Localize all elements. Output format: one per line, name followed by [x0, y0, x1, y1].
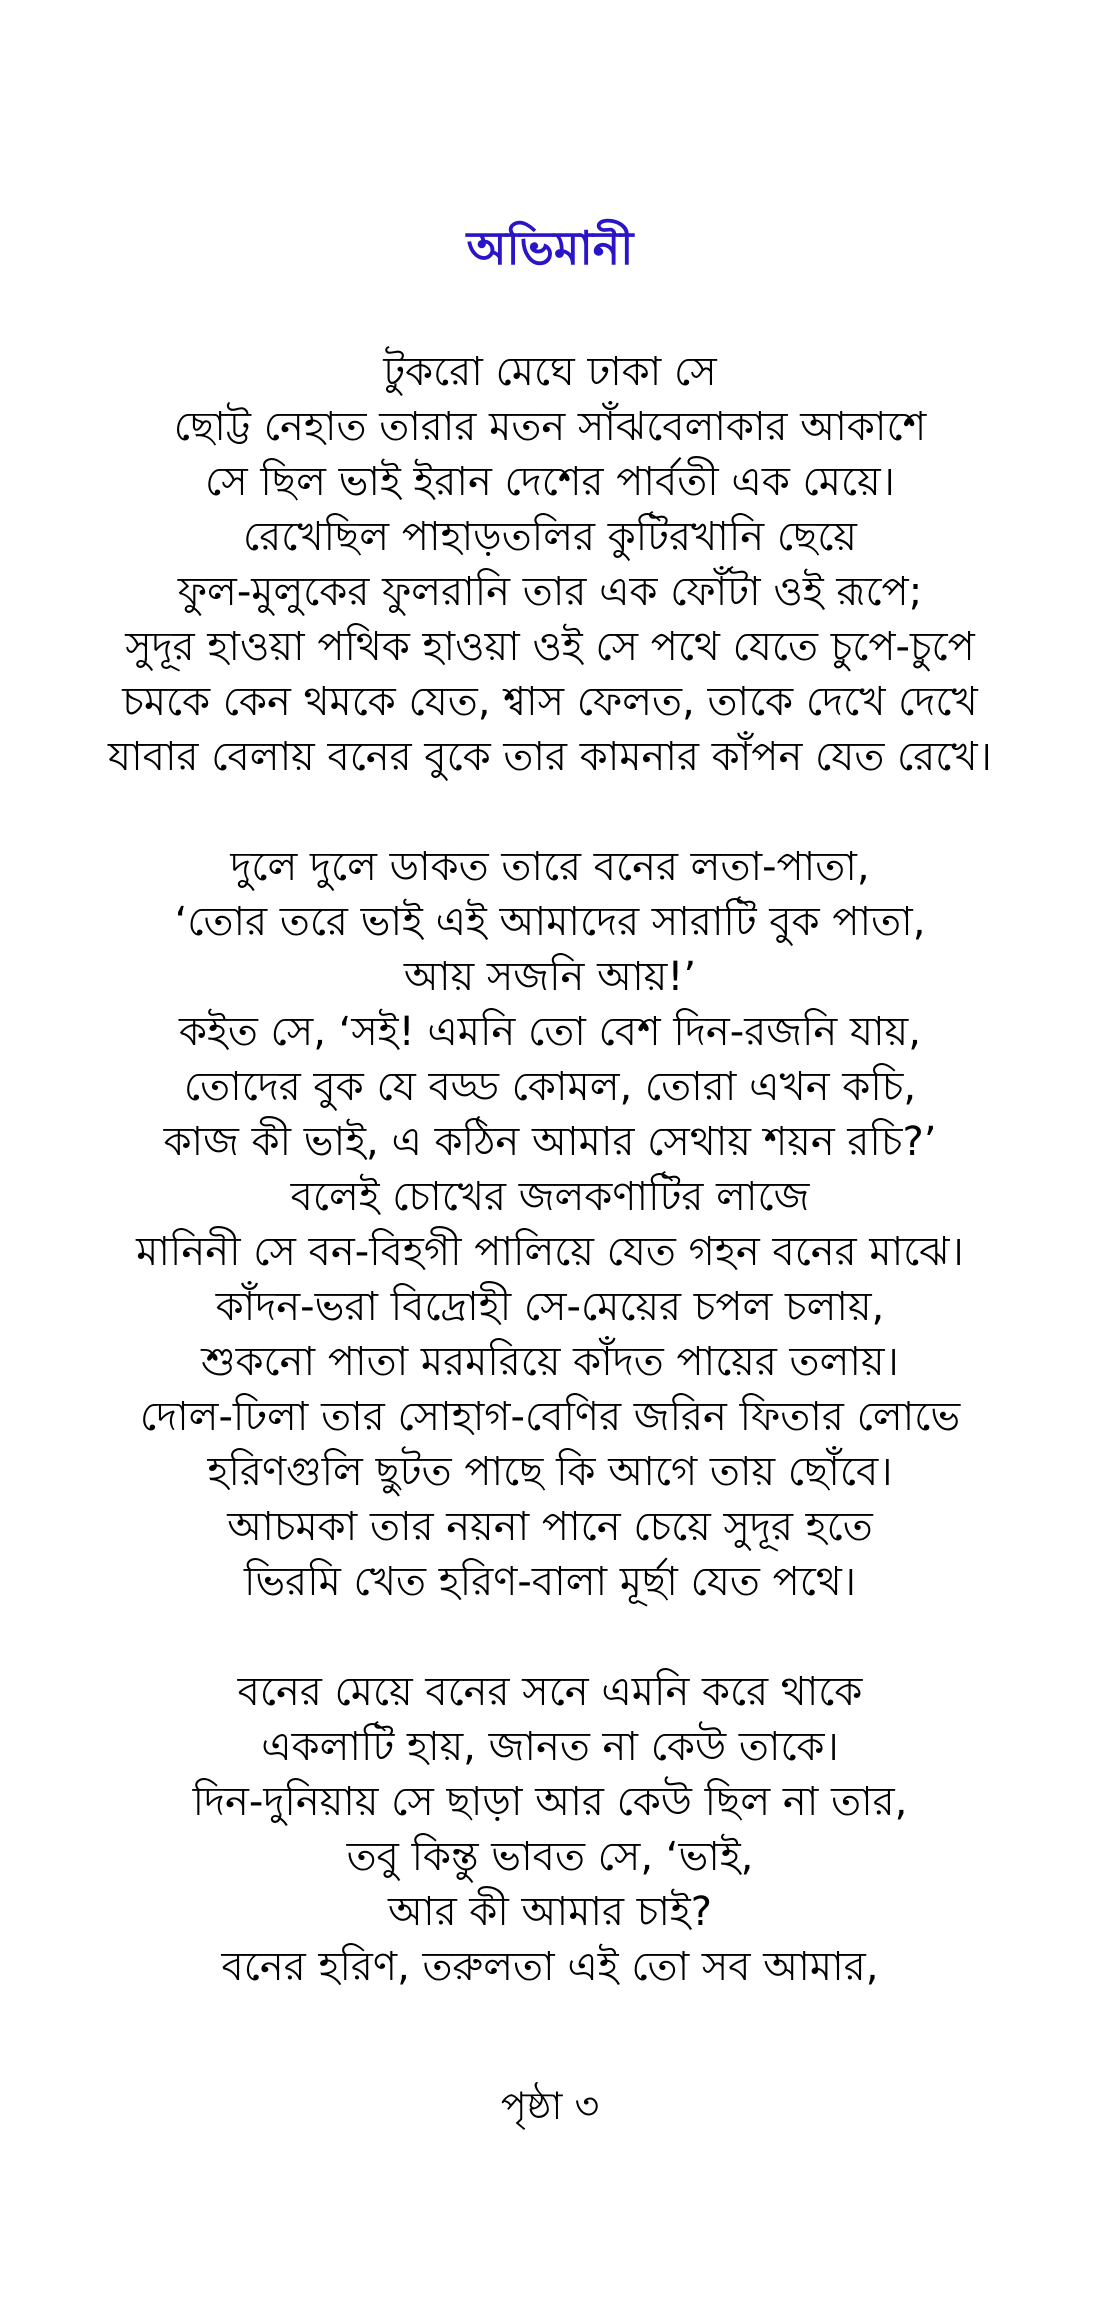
poem-line: চমকে কেন থমকে যেত, শ্বাস ফেলত, তাকে দেখে দেখে [122, 679, 978, 725]
poem-line: রেখেছিল পাহাড়তলির কুটিরখানি ছেয়ে [243, 514, 857, 560]
poem-stanza [0, 345, 1100, 785]
poem-line: বনের মেয়ে বনের সনে এমনি করে থাকে [237, 1669, 863, 1715]
poem-line: মানিনী সে বন-বিহগী পালিয়ে যেত গহন বনের মাঝে। [136, 1229, 964, 1275]
poem-line: ‘তোর তরে ভাই এই আমাদের সারাটি বুক পাতা, [174, 899, 926, 945]
poem-line: আচমকা তার নয়না পানে চেয়ে সুদূর হতে [227, 1504, 873, 1550]
poem-line: একলাটি হায়, জানত না কেউ তাকে। [261, 1724, 839, 1770]
poem-line: সুদূর হাওয়া পথিক হাওয়া ওই সে পথে যেতে চুপে-চুপে [125, 624, 975, 670]
poem-line: আয় সজনি আয়!’ [403, 954, 697, 1000]
poem-line: ফুল-মুলুকের ফুলরানি তার এক ফোঁটা ওই রূপে; [177, 569, 923, 615]
poem-stanza [0, 840, 1100, 1610]
poem-line: টুকরো মেঘে ঢাকা সে [383, 349, 717, 395]
poem-line: কাঁদন-ভরা বিদ্রোহী সে-মেয়ের চপল চলায়, [215, 1284, 885, 1330]
poem-line: দোল-ঢিলা তার সোহাগ-বেণির জরিন ফিতার লোভে [139, 1394, 961, 1440]
poem-line: বনের হরিণ, তরুলতা এই তো সব আমার, [221, 1944, 879, 1990]
poem-line: কইত সে, ‘সই! এমনি তো বেশ দিন-রজনি যায়, [179, 1009, 921, 1055]
poem-line: তবু কিন্তু ভাবত সে, ‘ভাই, [346, 1834, 754, 1880]
poem-line: তোদের বুক যে বড্ড কোমল, তোরা এখন কচি, [183, 1064, 917, 1110]
poem-line: শুকনো পাতা মরমরিয়ে কাঁদত পায়ের তলায়। [201, 1339, 899, 1385]
poem-line: যাবার বেলায় বনের বুকে তার কামনার কাঁপন যেত রেখে। [108, 734, 992, 780]
page-number: পৃষ্ঠা ৩ [500, 2084, 600, 2128]
poem-line: দুলে দুলে ডাকত তারে বনের লতা-পাতা, [230, 844, 870, 890]
poem-line: বলেই চোখের জলকণাটির লাজে [290, 1174, 810, 1220]
poem-line: আর কী আমার চাই? [388, 1889, 712, 1935]
poem-line: সে ছিল ভাই ইরান দেশের পার্বতী এক মেয়ে। [205, 459, 895, 505]
poem-line: ছোট্ট নেহাত তারার মতন সাঁঝবেলাকার আকাশে [173, 404, 927, 450]
poem-body [0, 345, 1100, 1995]
poem-line: ভিরমি খেত হরিণ-বালা মূর্ছা যেত পথে। [243, 1559, 857, 1605]
poem-line: হরিণগুলি ছুটত পাছে কি আগে তায় ছোঁবে। [207, 1449, 893, 1495]
poem-title: অভিমানী [466, 221, 634, 275]
poem-stanza [0, 1665, 1100, 1995]
poem-line: কাজ কী ভাই, এ কঠিন আমার সেথায় শয়ন রচি?’ [163, 1119, 937, 1165]
poem-line: দিন-দুনিয়ায় সে ছাড়া আর কেউ ছিল না তার, [192, 1779, 908, 1825]
